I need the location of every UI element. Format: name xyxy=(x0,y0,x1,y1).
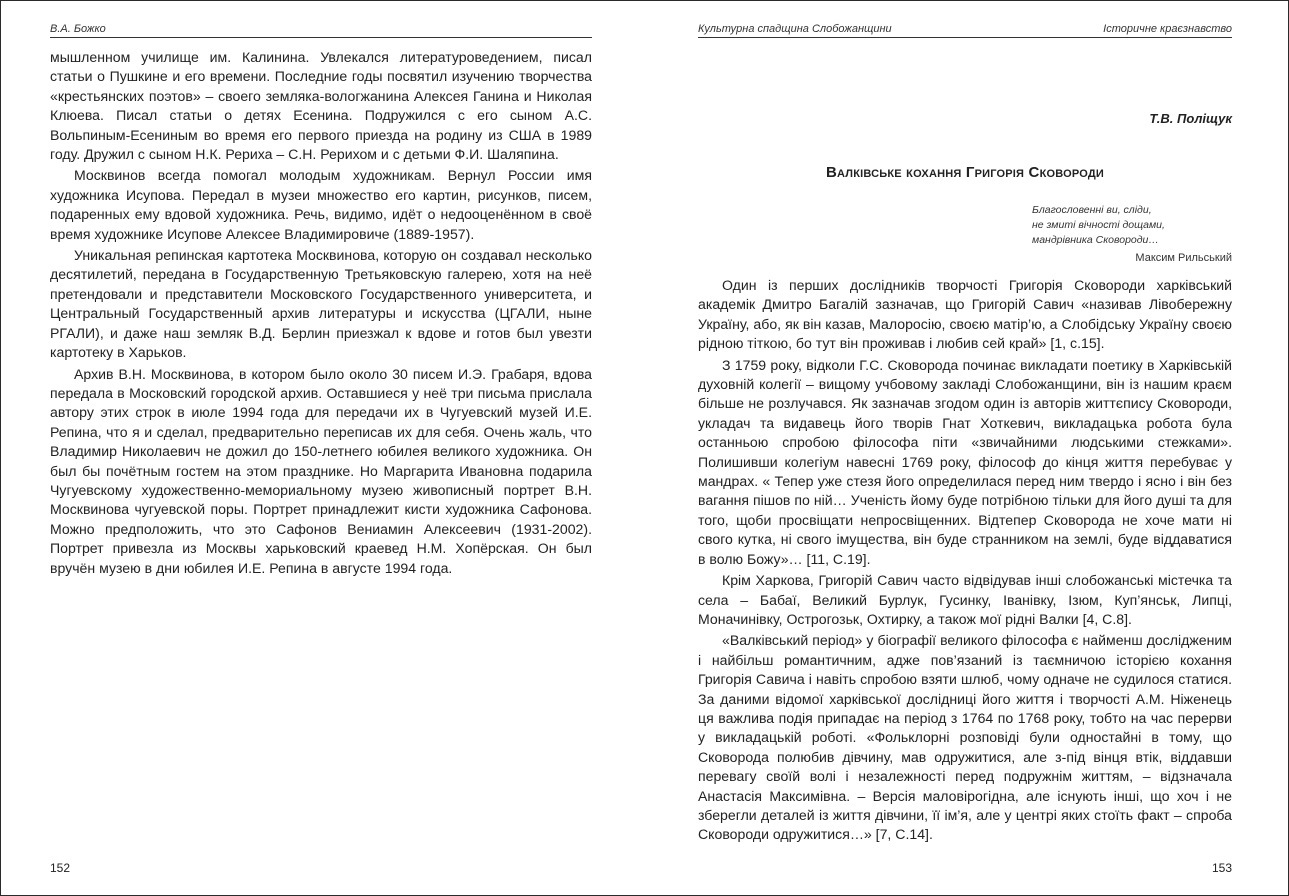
article-author: Т.В. Поліщук xyxy=(1149,111,1232,126)
epigraph-line: мандрівника Сковороди… xyxy=(1032,234,1159,246)
paragraph: «Валківський період» у біографії великого філософа є найменш дослідженим і найбільш романтичним, адже пов’язаний із таємничою історією кохання Григорія Савича і навіть спробою взяти шлюб, чому одначе не судилося статися. За даними відомої харківської дослідниці його життя і творчості А.М. Ніженець ця важлива подія припадає на період з 1764 по 1768 року, тобто на час перерви у викладацькій роботі. «Фольклорні розповіді були одностайні в тому, що Сковорода полюбив дівчину, мав одружитися, але з-під вінця втік, віддавши перевагу своїй волі і незалежності перед подружнім життям, – відзначала Анастасія Максимівна. – Версія маловірогідна, але існують інші, що хоч і не зберегли деталей із життя дівчини, її ім’я, але у центрі яких стоїть факт – спроба Сковороди одружитися…» [7, С.14]. xyxy=(698,632,1232,843)
paragraph: Крім Харкова, Григорій Савич часто відвідував інші слобожанські містечка та села – Бабаї, Великий Бурлук, Гусинку, Іванівку, Ізюм, Куп’янськ, Липці, Моначинівку, Острогозьк, Охтирку, а також мої рідні Валки [4, С.8]. xyxy=(698,572,1232,627)
left-page xyxy=(1,1,645,895)
running-head-author: В.А. Божко xyxy=(50,23,106,35)
running-head xyxy=(50,17,592,38)
epigraph-attribution: Максим Рильський xyxy=(1135,252,1232,264)
body-text xyxy=(50,48,592,580)
page-number: 153 xyxy=(1211,861,1232,875)
right-page xyxy=(645,1,1288,895)
epigraph-line: Благословенні ви, сліди, xyxy=(1032,204,1152,216)
paragraph: Уникальная репинская картотека Москвинова, которую он создавал несколько десятилетий, передана в Государственную Третьяковскую галерею, хотя на неё претендовали и представители Московского Государственного университета, и Центральный Государственный архив литературы и искусства (ЦГАЛИ, ныне РГАЛИ), и даже наш земляк В.Д. Берлин приезжал к вдове и готов был увезти картотеку в Харьков. xyxy=(50,247,592,361)
running-head-section: Історичне краєзнавство xyxy=(1103,23,1232,35)
paragraph: Архив В.Н. Москвинова, в котором было около 30 писем И.Э. Грабаря, вдова передала в Московский городской архив. Оставшиеся у неё три письма прислала автору этих строк в июле 1994 года для передачи их в Чугуевский музей И.Е. Репина, что я и сделал, предварительно переписав их для себя. Очень жаль, что Владимир Николаевич не дожил до 150-летнего юбилея великого художника. Он был бы почётным гостем на этом празднике. Но Маргарита Ивановна подарила Чугуевскому художественно-мемориальному музею живописный портрет В.Н. Москвинова чугуевской поры. Портрет принадлежит кисти художника Сафонова. Можно предположить, что это Сафонов Вениамин Алексеевич (1931-2002). Портрет привезла из Москвы харьковский краевед Н.М. Хопёрская. Он был вручён музею в дни юбилея И.Е. Репина в августе 1994 года. xyxy=(50,365,592,576)
page-number: 152 xyxy=(50,861,71,875)
epigraph-line: не змиті вічності дощами, xyxy=(1032,219,1165,231)
article-title: Валківське кохання Григорія Сковороди xyxy=(825,164,1105,181)
epigraph xyxy=(1032,203,1232,266)
paragraph: мышленном училище им. Калинина. Увлекался литературоведением, писал статьи о Пушкине и его времени. Последние годы посвятил изучению творчества «крестьянских поэтов» – своего земляка-вологжанина Алексея Ганина и Николая Клюева. Писал статьи о детях Есенина. Подружился с его сыном А.С. Вольпиным-Есениным во время его первого приезда на родину из США в 1989 году. Дружил с сыном Н.К. Рериха – С.Н. Рерихом и с детьми Ф.И. Шаляпина. xyxy=(50,49,592,163)
running-head xyxy=(698,17,1232,38)
paragraph: Москвинов всегда помогал молодым художникам. Вернул России имя художника Исупова. Передал в музеи множество его картин, рисунков, писем, подаренных ему вдовой художника. Речь, видимо, идёт о недооценённом в своё время художнике Исупове Алексее Владимировиче (1889-1957). xyxy=(50,167,592,242)
running-head-collection: Культурна спадщина Слобожанщини xyxy=(698,23,892,35)
paragraph: Один із перших дослідників творчості Григорія Сковороди харківський академік Дмитро Багалій зазначав, що Григорій Савич «називав Лівобережну Україну, або, як він казав, Малоросію, своєю матір’ю, а Слобідську Україну своєю рідною тіткою, бо тут він проживав і любив сей край» [1, с.15]. xyxy=(698,277,1232,352)
paragraph: З 1759 року, відколи Г.С. Сковорода починає викладати поетику в Харківській духовній колегії – вищому учбовому закладі Слобожанщини, він із нашим краєм більше не розлучався. Як зазначав згодом один із авторів життєпису Сковороди, укладач та видавець його творів Гнат Хоткевич, викладацька робота була останньою спробою філософа піти «звичайними людськими стежками». Полишивши колегіум навесні 1769 року, філософ до кінця життя перебуває у мандрах. « Тепер уже стезя його определилася перед ним твердо і ясно і він без вагання пішов по ній… Ученість йому буде потрібною тільки для його душі та для того, щоби просвіщати непросвіщенних. Відтепер Сковорода не хоче мати ні свого кутка, ні свого імущества, він буде странником на землі, буде віддаватися в волю Божу»… [11, С.19]. xyxy=(698,356,1232,567)
body-text xyxy=(698,276,1232,847)
